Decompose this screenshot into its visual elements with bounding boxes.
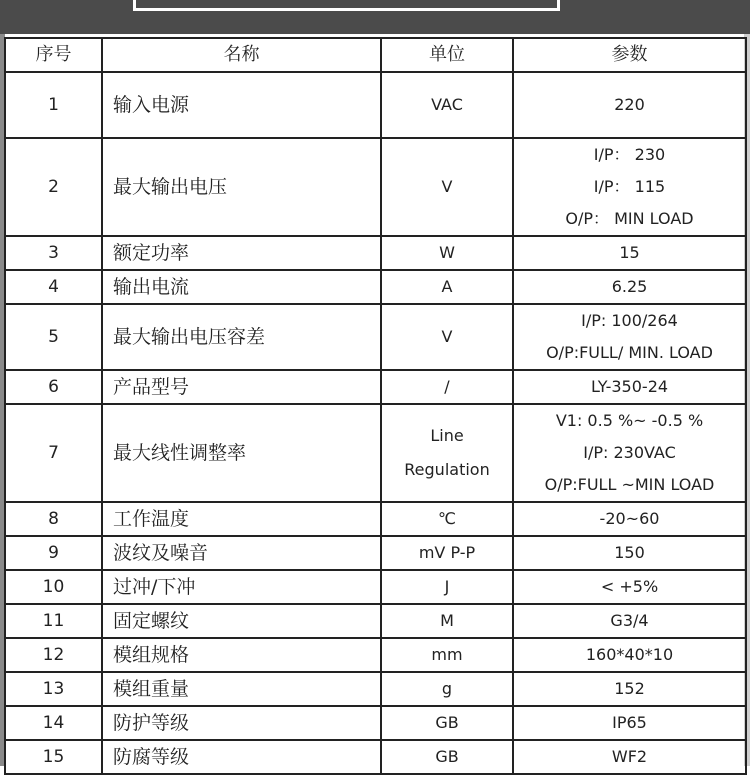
unit-line: J — [444, 577, 450, 596]
spec-body — [5, 72, 746, 774]
param-line: I/P： 115 — [593, 177, 666, 196]
param-line: 150 — [614, 543, 645, 562]
row-name: 额定功率 — [102, 236, 381, 270]
param-line: 220 — [614, 95, 645, 114]
row-name: 输入电源 — [102, 72, 381, 138]
table-row — [5, 570, 746, 604]
row-param — [513, 638, 746, 672]
unit-line: V — [441, 327, 453, 346]
row-index: 10 — [5, 570, 102, 604]
row-index: 5 — [5, 304, 102, 370]
table-row — [5, 536, 746, 570]
row-name: 波纹及噪音 — [102, 536, 381, 570]
row-unit — [381, 72, 513, 138]
table-row — [5, 706, 746, 740]
param-line: -20~60 — [599, 509, 660, 528]
unit-line: V — [441, 177, 453, 196]
row-unit — [381, 502, 513, 536]
param-line: 15 — [619, 243, 640, 262]
row-index: 1 — [5, 72, 102, 138]
row-index: 3 — [5, 236, 102, 270]
table-row — [5, 638, 746, 672]
row-unit — [381, 638, 513, 672]
header-param: 参数 — [513, 38, 746, 72]
param-line: G3/4 — [610, 611, 649, 630]
param-line: WF2 — [611, 747, 648, 766]
table-row — [5, 370, 746, 404]
unit-line: / — [444, 377, 450, 396]
row-name: 最大线性调整率 — [102, 404, 381, 502]
row-index: 11 — [5, 604, 102, 638]
param-line: O/P:FULL ~MIN LOAD — [544, 475, 715, 494]
param-line: I/P： 230 — [593, 145, 666, 164]
param-line: 6.25 — [611, 277, 648, 296]
unit-line: mm — [431, 645, 463, 664]
row-param — [513, 740, 746, 774]
table-row — [5, 740, 746, 774]
row-unit — [381, 604, 513, 638]
unit-line: mV P-P — [418, 543, 476, 562]
row-unit — [381, 138, 513, 236]
row-unit — [381, 536, 513, 570]
table-row — [5, 270, 746, 304]
row-unit — [381, 370, 513, 404]
param-line: LY-350-24 — [590, 377, 669, 396]
row-name: 固定螺纹 — [102, 604, 381, 638]
row-index: 15 — [5, 740, 102, 774]
row-param — [513, 236, 746, 270]
row-unit — [381, 404, 513, 502]
param-line: < +5% — [600, 577, 659, 596]
row-index: 9 — [5, 536, 102, 570]
unit-line: M — [440, 611, 454, 630]
row-unit — [381, 304, 513, 370]
unit-line: Line — [430, 426, 464, 445]
top-banner — [0, 0, 750, 34]
unit-line: A — [441, 277, 453, 296]
param-line: V1: 0.5 %~ -0.5 % — [555, 411, 704, 430]
unit-line: W — [439, 243, 455, 262]
param-line: O/P： MIN LOAD — [565, 209, 694, 228]
row-param — [513, 72, 746, 138]
row-index: 14 — [5, 706, 102, 740]
spec-table — [4, 37, 747, 775]
row-param — [513, 672, 746, 706]
row-index: 12 — [5, 638, 102, 672]
header-name: 名称 — [102, 38, 381, 72]
row-name: 最大输出电压 — [102, 138, 381, 236]
param-line: O/P:FULL/ MIN. LOAD — [546, 343, 713, 362]
row-name: 过冲/下冲 — [102, 570, 381, 604]
row-unit — [381, 570, 513, 604]
header-unit: 单位 — [381, 38, 513, 72]
unit-line: Regulation — [404, 460, 490, 479]
row-param — [513, 706, 746, 740]
param-line: 152 — [614, 679, 645, 698]
row-param — [513, 138, 746, 236]
row-index: 4 — [5, 270, 102, 304]
table-row — [5, 72, 746, 138]
row-param — [513, 370, 746, 404]
row-index: 8 — [5, 502, 102, 536]
row-param — [513, 570, 746, 604]
unit-line: VAC — [431, 95, 463, 114]
table-row — [5, 502, 746, 536]
table-row — [5, 404, 746, 502]
unit-line: g — [441, 679, 453, 698]
title-frame — [133, 0, 560, 11]
header-row — [5, 38, 746, 72]
row-param — [513, 304, 746, 370]
row-index: 6 — [5, 370, 102, 404]
row-index: 2 — [5, 138, 102, 236]
row-param — [513, 502, 746, 536]
unit-line: GB — [435, 713, 459, 732]
unit-line: ℃ — [438, 509, 456, 528]
table-row — [5, 672, 746, 706]
param-line: I/P: 230VAC — [583, 443, 676, 462]
param-line: I/P: 100/264 — [581, 311, 678, 330]
unit-line: GB — [435, 747, 459, 766]
row-name: 最大输出电压容差 — [102, 304, 381, 370]
row-name: 输出电流 — [102, 270, 381, 304]
row-index: 7 — [5, 404, 102, 502]
table-row — [5, 236, 746, 270]
header-index: 序号 — [5, 38, 102, 72]
table-row — [5, 604, 746, 638]
row-name: 模组重量 — [102, 672, 381, 706]
row-name: 防腐等级 — [102, 740, 381, 774]
row-name: 产品型号 — [102, 370, 381, 404]
param-line: 160*40*10 — [585, 645, 674, 664]
row-name: 工作温度 — [102, 502, 381, 536]
table-row — [5, 138, 746, 236]
row-name: 防护等级 — [102, 706, 381, 740]
row-index: 13 — [5, 672, 102, 706]
row-unit — [381, 740, 513, 774]
param-line: IP65 — [612, 713, 647, 732]
row-unit — [381, 270, 513, 304]
row-unit — [381, 672, 513, 706]
row-param — [513, 604, 746, 638]
row-unit — [381, 236, 513, 270]
row-param — [513, 404, 746, 502]
row-unit — [381, 706, 513, 740]
row-param — [513, 536, 746, 570]
row-param — [513, 270, 746, 304]
row-name: 模组规格 — [102, 638, 381, 672]
table-row — [5, 304, 746, 370]
